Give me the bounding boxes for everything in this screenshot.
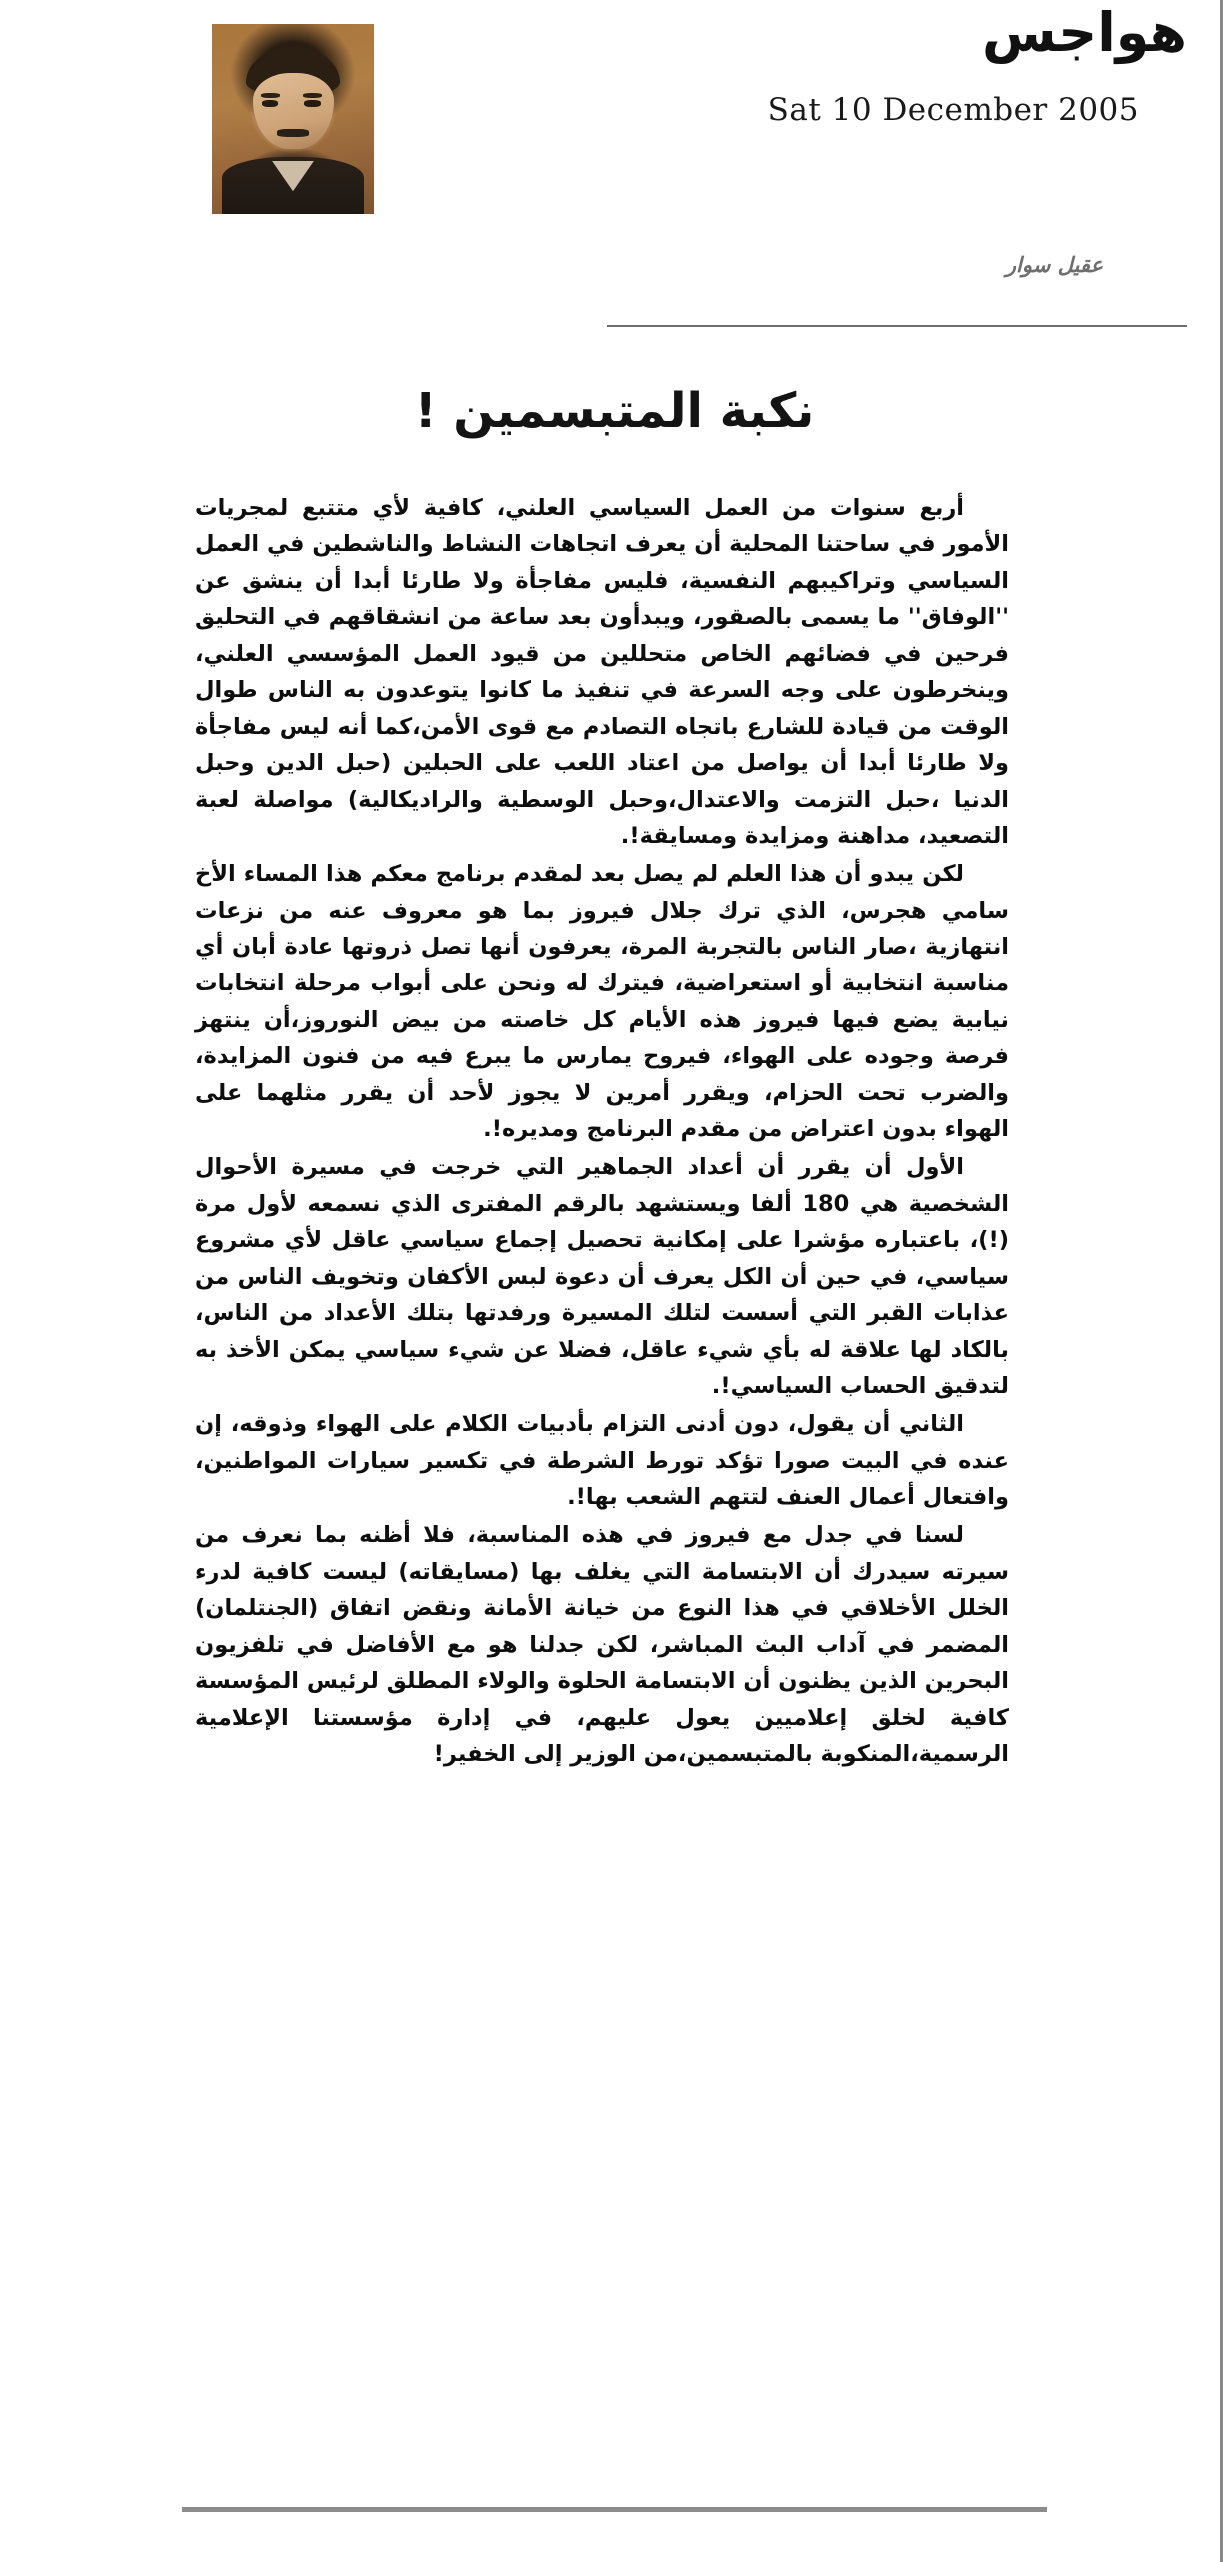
portrait-brow-right (303, 93, 322, 98)
page-left-rule (4, 0, 6, 2562)
article-paragraph: لكن يبدو أن هذا العلم لم يصل بعد لمقدم برنامج معكم هذا المساء الأخ سامي هجرس، الذي ترك جلال فيروز بما هو معروف عنه من نزعات انتهازية ،صار الناس بالتجربة المرة، يعرفون أنها تصل ذروتها عادة أبان أي مناسبة انتخابية أو استعراضية، فيترك له ونحن على أبواب مرحلة انتخابات نيابية يضع فيها فيروز هذه الأيام كل خاصته من بيض النوروز،أن ينتهز فرصة وجوده على الهواء، فيروح يمارس ما يبرع فيه من فنون المزايدة، والضرب تحت الحزام، ويقرر أمرين لا يجوز لأحد أن يقرر مثلهما على الهواء بدون اعتراض من مقدم البرنامج ومديره!. (195, 861, 1009, 1143)
portrait-eye-right (304, 100, 320, 107)
article-paragraph: أربع سنوات من العمل السياسي العلني، كافية لأي متتبع لمجريات الأمور في ساحتنا المحلية أن يعرف اتجاهات النشاط والناشطين في العمل السياسي وتراكيبهم النفسية، فليس مفاجأة ولا طارئا أبدا أن ينشق عن ''الوفاق'' ما يسمى بالصقور، ويبدأون بعد ساعة من انشقاقهم في التحليق فرحين في فضائهم الخاص متحللين من قيود العمل المؤسسي العلني، وينخرطون على وجه السرعة في تنفيذ ما كانوا يتوعدون به الناس طوال الوقت من قيادة للشارع باتجاه التصادم مع قوى الأمن،كما أنه ليس مفاجأة ولا طارئا أبدا أن يواصل من اعتاد اللعب على الحبلين (حبل الدين وحبل الدنيا ،حبل التزمت والاعتدال،وحبل الوسطية والراديكالية) مواصلة لعبة التصعيد، مداهنة ومزايدة ومسايقة!. (195, 495, 1009, 849)
portrait-moustache (277, 129, 309, 137)
portrait-brow-left (261, 93, 280, 98)
article-header (26, 0, 1203, 330)
author-portrait-photo (212, 24, 374, 214)
page-right-rule (1220, 0, 1223, 2562)
article-paragraph: لسنا في جدل مع فيروز في هذه المناسبة، فلا أظنه بما نعرف من سيرته سيدرك أن الابتسامة التي يغلف بها (مسايقاته) ليست كافية لدرء الخلل الأخلاقي في هذا النوع من خيانة الأمانة ونقض اتفاق (الجنتلمان) المضمر في آداب البث المباشر، لكن جدلنا هو مع الأفاضل في تلفزيون البحرين الذين يظنون أن الابتسامة الحلوة والولاء المطلق لرئيس المؤسسة كافية لخلق إعلاميين يعول عليهم، في إدارة مؤسستنا الإعلامية الرسمية،المنكوبة بالمتبسمين،من الوزير إلى الخفير! (195, 1522, 1009, 1768)
header-divider (607, 325, 1187, 327)
portrait-eye-left (262, 100, 278, 107)
article-paragraph: الثاني أن يقول، دون أدنى التزام بأدبيات الكلام على الهواء وذوقه، إن عنده في البيت صورا تؤكد تورط الشرطة في تكسير سيارات المواطنين، وافتعال أعمال العنف لتتهم الشعب بها!. (195, 1411, 1009, 1511)
article-headline: نكبة المتبسمين ! (414, 383, 815, 440)
article-body (195, 490, 1009, 1773)
author-byline: عقيل سوار (1005, 253, 1103, 277)
portrait-face (253, 73, 334, 149)
article-paragraph: الأول أن يقرر أن أعداد الجماهير التي خرجت في مسيرة الأحوال الشخصية هي 180 ألفا ويستشهد بالرقم المفترى الذي نسمعه لأول مرة (!)، باعتباره مؤشرا على إمكانية تحصيل إجماع سياسي عاقل لأي مشروع سياسي، في حين أن الكل يعرف أن دعوة لبس الأكفان وتخويف الناس من عذابات القبر التي أسست لتلك المسيرة ورفدتها بتلك الأعداد من الناس، بالكاد لها علاقة له بأي شيء عاقل، فضلا عن شيء سياسي يمكن الأخذ به لتدقيق الحساب السياسي!. (195, 1154, 1009, 1400)
publication-date: Sat 10 December 2005 (767, 92, 1139, 128)
page-bottom-rule (182, 2507, 1047, 2512)
column-title: هواجس (981, 1, 1187, 64)
